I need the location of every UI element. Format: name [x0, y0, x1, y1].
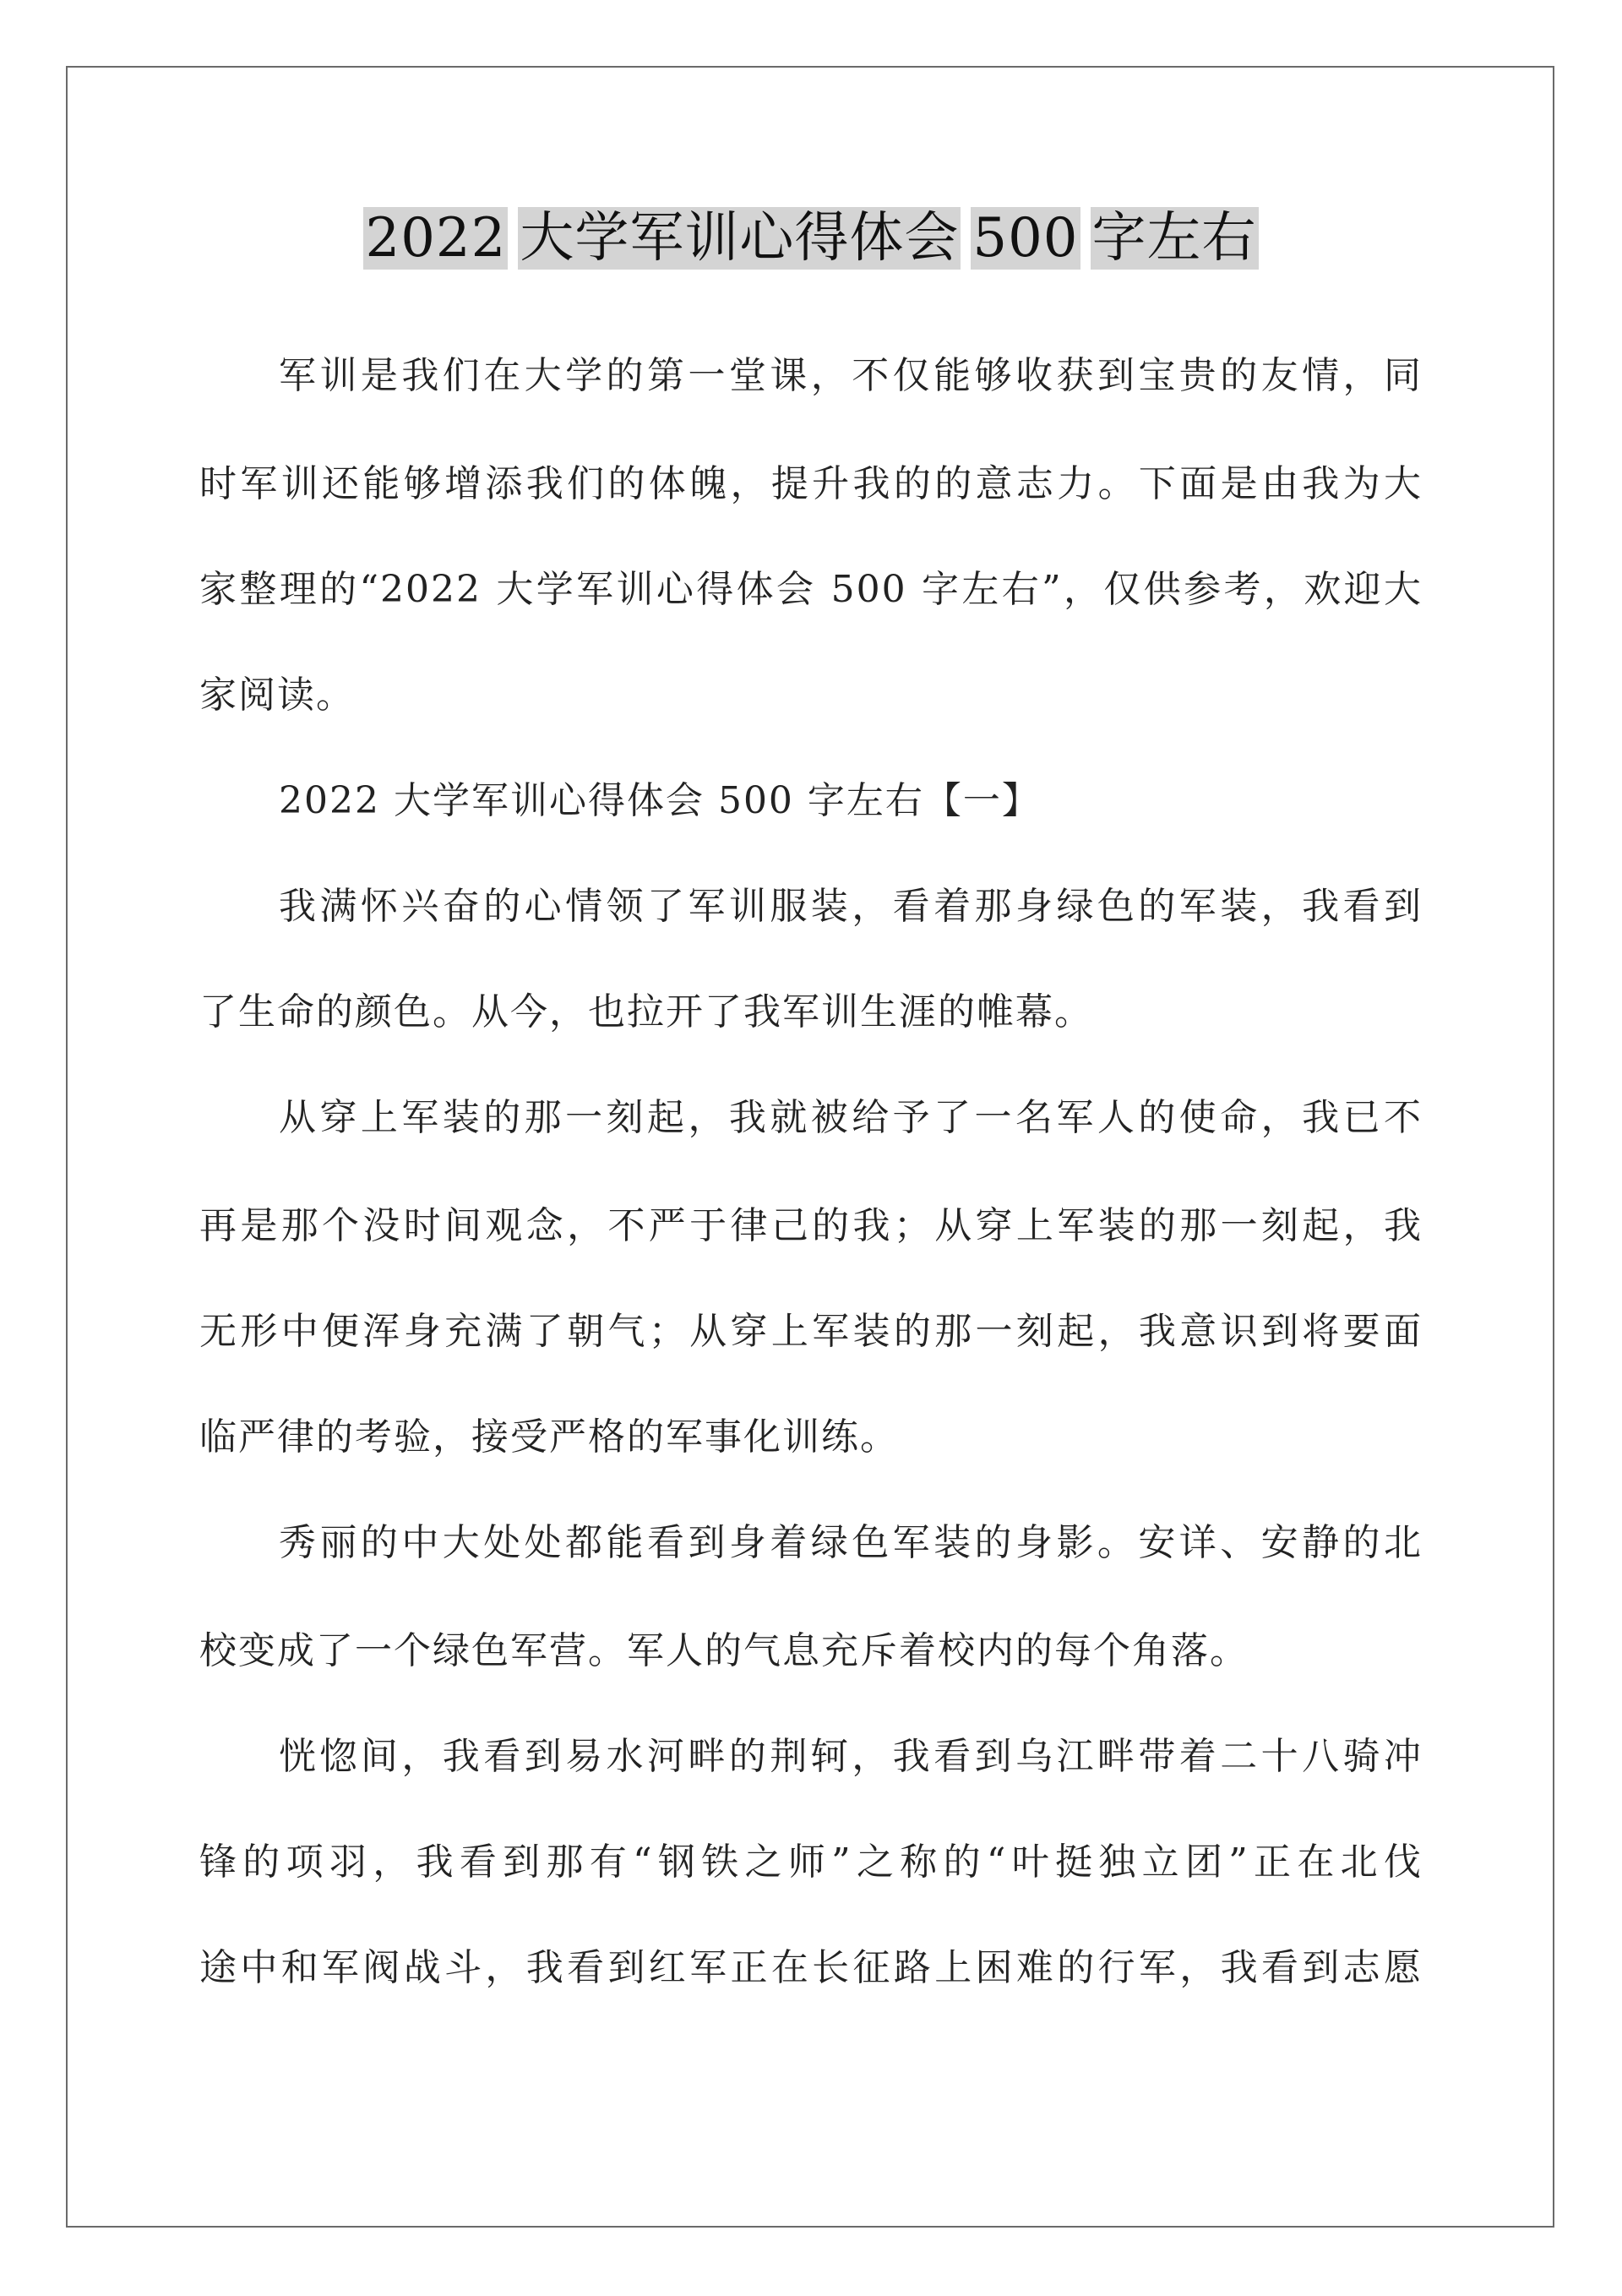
text-line: 途中和军阀战斗，我看到红军正在长征路上困难的行军，我看到志愿: [199, 1946, 1423, 1989]
text-line: 无形中便浑身充满了朝气；从穿上军装的那一刻起，我意识到将要面: [199, 1310, 1423, 1353]
text-line: 从穿上军装的那一刻起，我就被给予了一名军人的使命，我已不: [279, 1096, 1423, 1139]
text-line: 锋的项羽，我看到那有“钢铁之师”之称的“叶挺独立团”正在北伐: [199, 1841, 1423, 1884]
text-line: 校变成了一个绿色军营。军人的气息充斥着校内的每个角落。: [199, 1629, 1249, 1672]
document-title: [363, 199, 1258, 277]
title-main: 大学军训心得体会: [520, 207, 960, 270]
text-line: 恍惚间，我看到易水河畔的荆轲，我看到乌江畔带着二十八骑冲: [279, 1735, 1423, 1778]
text-line: 家整理的“2022 大学军训心得体会 500 字左右”，仅供参考，欢迎大: [199, 568, 1423, 611]
title-container: [0, 199, 1622, 277]
text-line: 家阅读。: [199, 674, 355, 717]
title-suffix: 字左右: [1091, 207, 1257, 270]
title-number: 500: [972, 207, 1079, 270]
text-line: 再是那个没时间观念，不严于律己的我；从穿上军装的那一刻起，我: [199, 1204, 1423, 1247]
text-line: 时军训还能够增添我们的体魄，提升我的的意志力。下面是由我为大: [199, 462, 1423, 505]
title-year: 2022: [365, 207, 507, 270]
text-line: 我满怀兴奋的心情领了军训服装，看着那身绿色的军装，我看到: [279, 885, 1423, 928]
text-line: 军训是我们在大学的第一堂课，不仅能够收获到宝贵的友情，同: [279, 354, 1423, 397]
text-line: 临严律的考验，接受严格的军事化训练。: [199, 1415, 899, 1459]
text-line: 秀丽的中大处处都能看到身着绿色军装的身影。安详、安静的北: [279, 1521, 1423, 1564]
text-line: 了生命的颜色。从今，也拉开了我军训生涯的帷幕。: [199, 990, 1093, 1033]
section-heading: 2022 大学军训心得体会 500 字左右【一】: [279, 779, 1041, 822]
